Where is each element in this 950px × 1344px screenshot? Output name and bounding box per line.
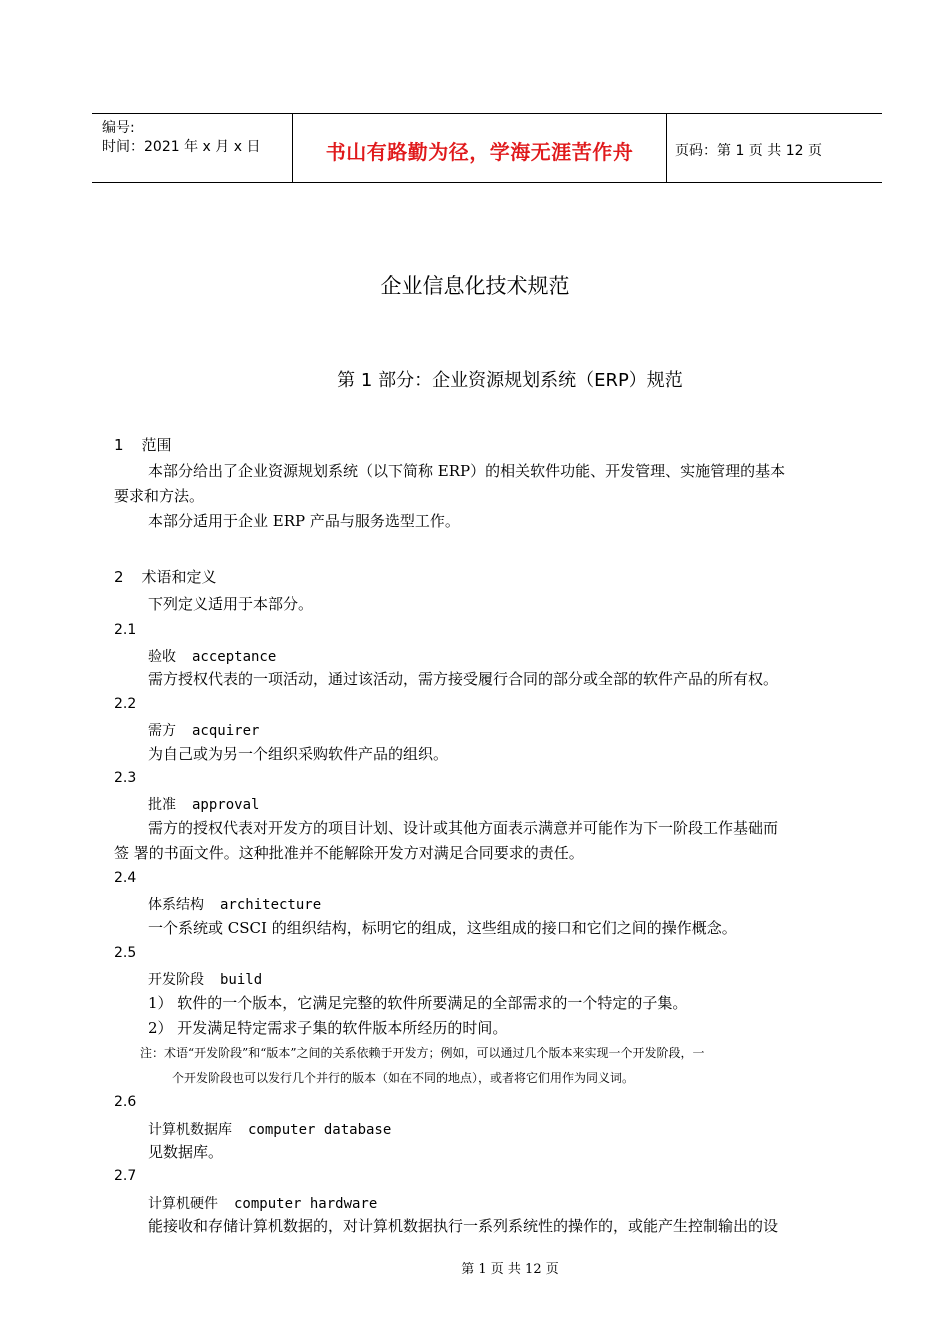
header-table <box>92 113 882 183</box>
number-label: 编号: <box>102 120 135 136</box>
term-zh: 需方 <box>148 723 176 739</box>
term-number: 2.6 <box>114 1094 137 1110</box>
term-number: 2.4 <box>114 870 137 886</box>
term-heading <box>148 720 259 740</box>
term-number: 2.7 <box>114 1168 137 1184</box>
term-en: acceptance <box>192 649 277 665</box>
term-number: 2.5 <box>114 945 137 961</box>
term-en: architecture <box>220 897 322 913</box>
paragraph-line: 下列定义适用于本部分。 <box>148 595 314 613</box>
section-1-heading <box>114 434 172 455</box>
term-en: computer hardware <box>234 1196 378 1212</box>
section-title: 术语和定义 <box>141 568 217 586</box>
definition-line: 需方的授权代表对开发方的项目计划、设计或其他方面表示满意并可能作为下一阶段工作基础而 <box>148 819 779 837</box>
section-title: 范围 <box>141 436 172 454</box>
term-zh: 开发阶段 <box>148 972 204 988</box>
section-number: 2 <box>114 568 124 586</box>
definition-line: 一个系统或 CSCI 的组织结构，标明它的组成，这些组成的接口和它们之间的操作概念。 <box>148 919 737 937</box>
list-item: 2） 开发满足特定需求子集的软件版本所经历的时间。 <box>148 1019 508 1037</box>
term-zh: 验收 <box>148 649 176 665</box>
definition-line: 为自己或为另一个组织采购软件产品的组织。 <box>148 745 449 763</box>
term-en: computer database <box>248 1122 392 1138</box>
term-zh: 计算机硬件 <box>148 1196 218 1212</box>
term-zh: 计算机数据库 <box>148 1122 232 1138</box>
term-number: 2.3 <box>114 770 137 786</box>
definition-line: 签 署的书面文件。这种批准并不能解除开发方对满足合同要求的责任。 <box>114 844 584 862</box>
term-heading <box>148 1119 391 1139</box>
section-2-heading <box>114 566 217 587</box>
header-info-cell <box>92 114 293 182</box>
term-heading <box>148 969 262 989</box>
term-number: 2.2 <box>114 696 137 712</box>
term-en: acquirer <box>192 723 260 739</box>
header-page-cell <box>667 114 882 182</box>
list-item: 1） 软件的一个版本，它满足完整的软件所要满足的全部需求的一个特定的子集。 <box>148 994 688 1012</box>
term-heading <box>148 1193 377 1213</box>
term-heading <box>148 794 259 814</box>
page-number-label: 页码：第 1 页 共 12 页 <box>675 143 822 159</box>
note-line: 个开发阶段也可以发行几个并行的版本（如在不同的地点），或者将它们用作为同义词。 <box>172 1071 635 1085</box>
definition-line: 需方授权代表的一项活动，通过该活动，需方接受履行合同的部分或全部的软件产品的所有权。 <box>148 670 779 688</box>
term-zh: 批准 <box>148 797 176 813</box>
term-en: approval <box>192 797 260 813</box>
definition-line: 见数据库。 <box>148 1143 224 1161</box>
motto-text: 书山有路勤为径，学海无涯苦作舟 <box>325 140 634 164</box>
section-number: 1 <box>114 436 124 454</box>
term-heading <box>148 894 321 914</box>
term-heading <box>148 646 276 666</box>
page-footer: 第 1 页 共 12 页 <box>461 1262 559 1277</box>
document-title: 企业信息化技术规范 <box>380 274 570 298</box>
paragraph-line: 本部分适用于企业 ERP 产品与服务选型工作。 <box>148 512 460 530</box>
note-line: 注：术语“开发阶段”和“版本”之间的关系依赖于开发方；例如，可以通过几个版本来实现一个开发阶段，一 <box>140 1046 705 1060</box>
document-subtitle: 第 1 部分：企业资源规划系统（ERP）规范 <box>337 370 683 391</box>
definition-line: 能接收和存储计算机数据的，对计算机数据执行一系列系统性的操作的，或能产生控制输出的设 <box>148 1217 779 1235</box>
header-motto-cell <box>293 114 667 182</box>
paragraph-line: 本部分给出了企业资源规划系统（以下简称 ERP）的相关软件功能、开发管理、实施管理的基本 <box>148 462 786 480</box>
term-number: 2.1 <box>114 622 137 638</box>
term-zh: 体系结构 <box>148 897 204 913</box>
term-en: build <box>220 972 263 988</box>
paragraph-line: 要求和方法。 <box>114 487 205 505</box>
time-label: 时间：2021 年 x 月 x 日 <box>102 139 261 155</box>
